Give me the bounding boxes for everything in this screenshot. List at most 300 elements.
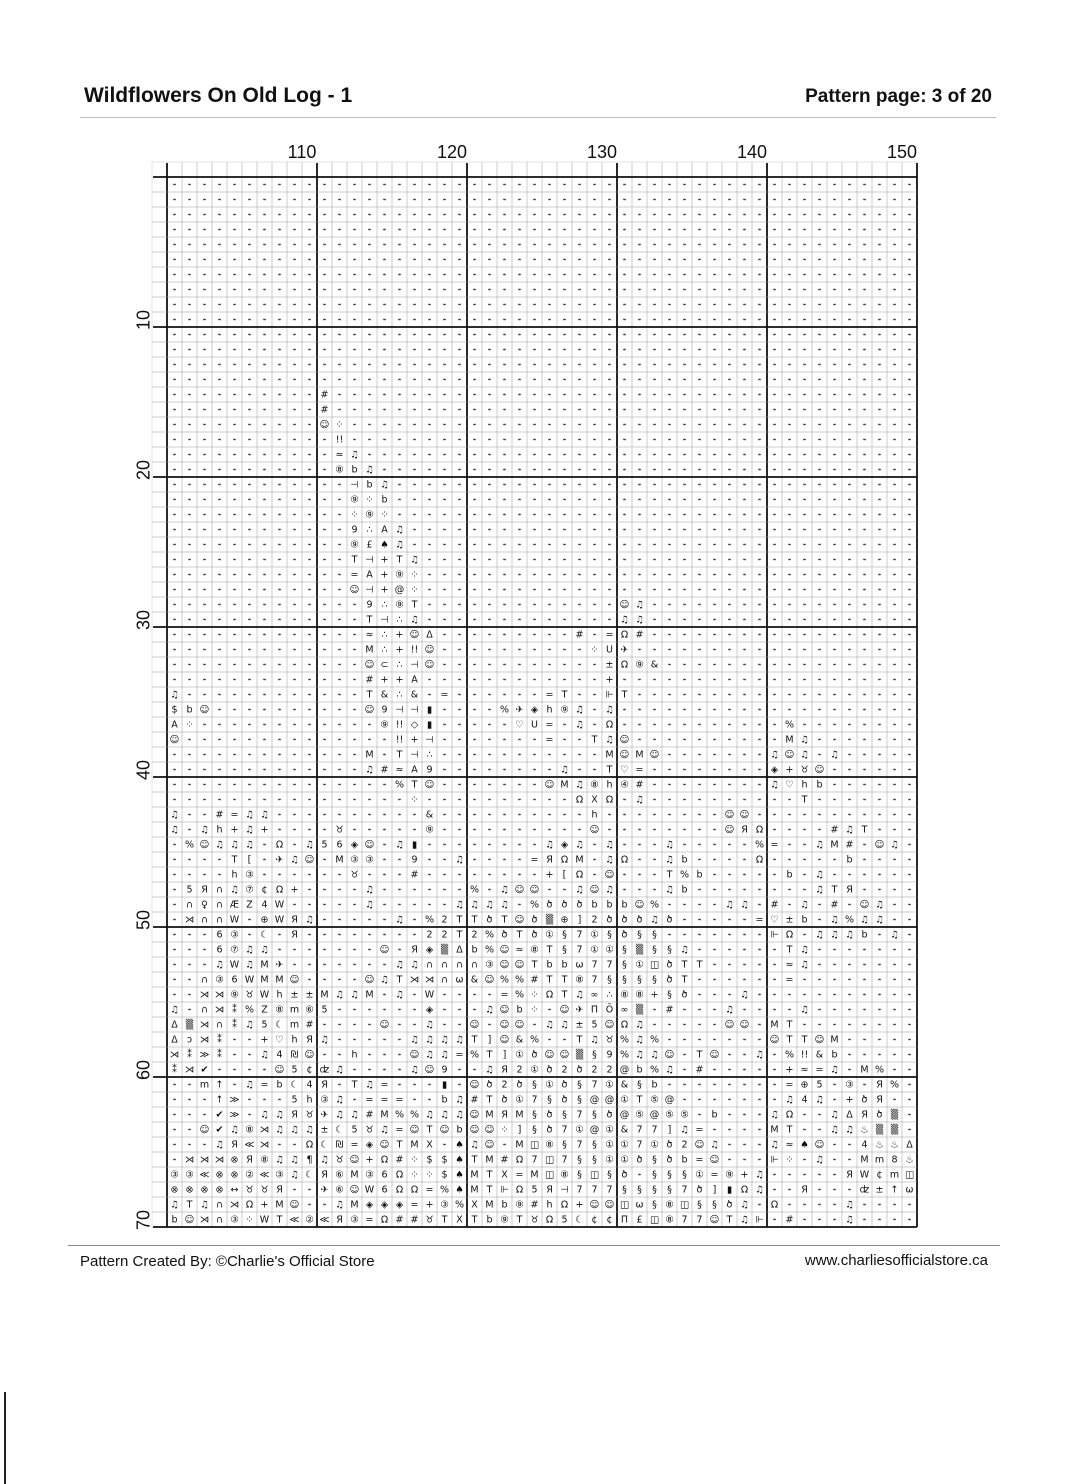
stitch-symbol: Ω [755,854,764,866]
stitch-symbol: ⑧ [635,989,644,1001]
stitch-symbol: ♫ [770,1109,779,1121]
stitch-symbol: = [365,1214,374,1226]
stitch-symbol: W [274,914,285,926]
stitch-symbol: b [276,1079,283,1091]
stitch-symbol: ♫ [785,1094,794,1106]
stitch-symbol: ♫ [440,1109,449,1121]
stitch-symbol: M [530,1169,539,1181]
stitch-symbol: ծ [561,1094,568,1106]
stitch-symbol: ⊩ [500,1184,509,1196]
stitch-symbol: ♫ [845,929,854,941]
stitch-symbol: ≈ [800,1064,809,1076]
stitch-symbol: % [514,989,525,1001]
stitch-symbol: Я [846,1169,853,1181]
stitch-symbol: ∴ [396,614,403,626]
stitch-symbol: ∞ [620,1004,629,1016]
stitch-symbol: ♫ [380,479,389,491]
stitch-symbol: ♡ [275,1034,284,1046]
stitch-symbol: T [426,1124,433,1136]
stitch-symbol: ♫ [830,914,839,926]
stitch-symbol: M [275,974,284,986]
stitch-symbol: h [546,704,553,716]
stitch-symbol: ⁘ [410,1154,419,1166]
stitch-symbol: ☺ [544,1049,555,1061]
stitch-symbol: ⋊ [169,1049,180,1061]
stitch-symbol: ♫ [365,884,374,896]
stitch-symbol: ω [905,1184,914,1196]
stitch-symbol: T [366,689,373,701]
stitch-symbol: Ω [620,854,629,866]
stitch-symbol: ⋊ [259,1139,270,1151]
stitch-symbol: ♫ [575,704,584,716]
stitch-symbol: & [380,689,389,701]
stitch-symbol: Я [876,1094,883,1106]
stitch-symbol: ծ [531,1049,538,1061]
stitch-symbol: 5 [321,839,328,851]
stitch-symbol: ♫ [170,1004,179,1016]
stitch-symbol: # [830,824,839,836]
stitch-symbol: § [532,1109,537,1121]
stitch-symbol: = [755,914,764,926]
stitch-symbol: T [786,1019,793,1031]
stitch-symbol: ♫ [545,839,554,851]
stitch-symbol: 4 [306,1079,313,1091]
stitch-symbol: ♫ [545,1019,554,1031]
stitch-symbol: ☺ [484,1139,495,1151]
stitch-symbol: ♫ [260,1109,269,1121]
stitch-symbol: ☺ [499,959,510,971]
stitch-symbol: ♫ [410,614,419,626]
stitch-symbol: % [889,1079,900,1091]
stitch-symbol: ▒ [185,1019,194,1031]
stitch-symbol: ♫ [605,854,614,866]
stitch-symbol: ծ [666,974,673,986]
stitch-symbol: ① [530,1064,539,1076]
stitch-symbol: ♫ [365,464,374,476]
stitch-symbol: 5 [591,1019,598,1031]
stitch-symbol: ⊕ [260,914,269,926]
stitch-symbol: § [622,959,627,971]
stitch-symbol: T [801,794,808,806]
stitch-symbol: + [380,569,389,581]
stitch-symbol: Ω [785,1109,794,1121]
stitch-symbol: = [455,1049,464,1061]
stitch-symbol: ♫ [470,1139,479,1151]
stitch-symbol: % [424,914,435,926]
stitch-symbol: # [410,869,419,881]
stitch-symbol: + [395,629,404,641]
stitch-symbol: 7 [606,959,613,971]
stitch-symbol: ① [620,1139,629,1151]
stitch-symbol: ծ [516,1079,523,1091]
stitch-symbol: ⑤ [665,1109,674,1121]
stitch-symbol: ♉ [530,1214,539,1226]
stitch-symbol: ③ [230,1214,239,1226]
stitch-symbol: $ [426,1154,433,1166]
stitch-symbol: ▒ [635,944,644,956]
stitch-symbol: W [274,899,285,911]
stitch-symbol: ∴ [606,989,613,1001]
stitch-symbol: ♫ [170,689,179,701]
stitch-symbol: M [485,1154,494,1166]
stitch-symbol: = [695,1154,704,1166]
stitch-symbol: 7 [651,1124,658,1136]
stitch-symbol: § [592,1154,597,1166]
stitch-symbol: ♫ [800,944,809,956]
stitch-symbol: ① [605,1139,614,1151]
stitch-symbol: M [350,1199,359,1211]
stitch-symbol: ☺ [529,884,540,896]
stitch-symbol: + [260,1034,269,1046]
stitch-symbol: ⋊ [199,1214,210,1226]
stitch-symbol: b [621,899,628,911]
stitch-symbol: § [592,1139,597,1151]
stitch-symbol: m [289,1004,300,1016]
stitch-symbol: X [456,1214,463,1226]
stitch-symbol: + [365,1154,374,1166]
stitch-symbol: ♫ [245,1019,254,1031]
stitch-symbol: ⑨ [515,1199,524,1211]
stitch-symbol: h [546,1199,553,1211]
stitch-symbol: % [469,884,480,896]
stitch-symbol: Ω [560,1199,569,1211]
stitch-symbol: 7 [576,1184,583,1196]
stitch-symbol: 7 [606,1184,613,1196]
stitch-symbol: Ω [785,929,794,941]
stitch-symbol: h [351,1049,358,1061]
stitch-symbol: % [484,944,495,956]
stitch-symbol: ⊩ [755,1214,764,1226]
stitch-symbol: ③ [350,1214,359,1226]
stitch-symbol: ♫ [260,809,269,821]
stitch-symbol: ծ [501,1094,508,1106]
stitch-symbol: ⁑ [232,1019,237,1031]
stitch-symbol: T [546,944,553,956]
stitch-symbol: # [530,974,539,986]
stitch-symbol: ③ [185,1169,194,1181]
stitch-symbol: ♫ [200,824,209,836]
stitch-symbol: ծ [696,1184,703,1196]
stitch-symbol: + [395,674,404,686]
stitch-symbol: ♫ [755,1049,764,1061]
stitch-symbol: ◈ [560,839,569,851]
stitch-symbol: ծ [621,914,628,926]
stitch-symbol: ♫ [395,839,404,851]
stitch-symbol: ♫ [800,734,809,746]
stitch-symbol: ☾ [320,1139,329,1151]
stitch-symbol: ⁘ [365,494,374,506]
stitch-symbol: ծ [486,1079,493,1091]
stitch-symbol: ☺ [619,599,630,611]
stitch-symbol: ☺ [199,839,210,851]
stitch-symbol: ♫ [170,809,179,821]
stitch-symbol: ∴ [366,524,373,536]
stitch-symbol: ↄ [186,1034,193,1046]
stitch-symbol: ⁘ [335,419,344,431]
stitch-symbol: ծ [561,899,568,911]
stitch-symbol: ¢ [876,1169,883,1181]
stitch-symbol: ▮ [411,839,418,851]
stitch-symbol: % [784,719,795,731]
stitch-symbol: 2 [591,914,598,926]
stitch-symbol: ⑦ [245,884,254,896]
stitch-symbol: ≈ [335,449,344,461]
stitch-symbol: % [439,1184,450,1196]
stitch-symbol: & [620,1079,629,1091]
stitch-symbol: % [649,1064,660,1076]
stitch-symbol: ծ [486,914,493,926]
stitch-symbol: ♫ [830,1064,839,1076]
stitch-symbol: @ [604,1094,615,1106]
stitch-symbol: ③ [230,929,239,941]
stitch-symbol: ⋊ [259,1124,270,1136]
stitch-symbol: ծ [576,899,583,911]
stitch-symbol: 7 [576,1139,583,1151]
stitch-symbol: ¢ [306,1064,313,1076]
stitch-symbol: T [696,1049,703,1061]
stitch-symbol: Ō [605,1004,614,1016]
stitch-symbol: 7 [591,1184,598,1196]
stitch-symbol: ♫ [635,1019,644,1031]
stitch-symbol: ① [590,929,599,941]
stitch-symbol: M [410,1139,419,1151]
stitch-symbol: ♫ [725,899,734,911]
stitch-symbol: ⁘ [410,1169,419,1181]
stitch-symbol: 5 [816,1079,823,1091]
stitch-symbol: ⑨ [350,539,359,551]
stitch-symbol: T [411,599,418,611]
stitch-symbol: § [532,1124,537,1136]
stitch-symbol: % [619,1049,630,1061]
stitch-symbol: W [244,974,255,986]
stitch-symbol: ☺ [499,1019,510,1031]
stitch-symbol: ∩ [216,1199,223,1211]
stitch-symbol: ≫ [199,1049,210,1061]
stitch-symbol: & [515,1034,524,1046]
stitch-symbol: ☺ [349,584,360,596]
stitch-symbol: [ [562,869,567,881]
stitch-symbol: b [471,944,478,956]
stitch-symbol: + [425,1199,434,1211]
stitch-symbol: § [667,989,672,1001]
stitch-symbol: ♉ [305,1109,314,1121]
stitch-symbol: + [785,1064,794,1076]
stitch-symbol: ♫ [800,1004,809,1016]
stitch-symbol: ☾ [335,1124,344,1136]
stitch-symbol: 2 [561,1064,568,1076]
stitch-symbol: ⑧ [620,989,629,1001]
stitch-symbol: ] [577,914,582,926]
stitch-symbol: ♫ [815,1094,824,1106]
stitch-symbol: T [186,1199,193,1211]
stitch-symbol: Ω [575,869,584,881]
stitch-symbol: ☺ [199,1124,210,1136]
stitch-symbol: # [365,674,374,686]
page-indicator: Pattern page: 3 of 20 [805,86,992,107]
stitch-symbol: ☺ [274,1064,285,1076]
stitch-symbol: Я [861,1109,868,1121]
stitch-symbol: ♫ [845,1199,854,1211]
stitch-symbol: ⊗ [230,1169,239,1181]
stitch-symbol: ♫ [335,1109,344,1121]
stitch-symbol: ⑨ [560,704,569,716]
stitch-symbol: ♫ [755,1169,764,1181]
stitch-symbol: ∩ [441,959,448,971]
stitch-symbol: b [861,929,868,941]
stitch-symbol: ☺ [184,1214,195,1226]
stitch-symbol: b [591,899,598,911]
stitch-symbol: ♫ [395,539,404,551]
stitch-symbol: 9 [366,599,373,611]
stitch-symbol: ∩ [216,884,223,896]
stitch-symbol: 5 [291,1094,298,1106]
stitch-symbol: ♫ [170,824,179,836]
stitch-symbol: b [516,1004,523,1016]
stitch-symbol: 2 [591,1064,598,1076]
stitch-symbol: M [860,1064,869,1076]
footer-divider [68,1245,1000,1246]
stitch-symbol: ∩ [216,1019,223,1031]
stitch-symbol: ♫ [440,1034,449,1046]
stitch-symbol: ♫ [335,1064,344,1076]
stitch-symbol: % [469,1049,480,1061]
stitch-symbol: M [260,974,269,986]
stitch-symbol: 7 [591,974,598,986]
stitch-symbol: T [471,1034,478,1046]
stitch-symbol: 9 [381,704,388,716]
stitch-symbol: § [667,944,672,956]
stitch-symbol: b [606,899,613,911]
column-label: 120 [436,142,468,162]
stitch-symbol: & [650,659,659,671]
stitch-symbol: ♫ [380,974,389,986]
stitch-symbol: 7 [591,959,598,971]
stitch-symbol: ⁘ [530,1004,539,1016]
stitch-symbol: ♫ [605,884,614,896]
stitch-symbol: 2 [441,929,448,941]
stitch-symbol: T [831,884,838,896]
stitch-symbol: M [830,1034,839,1046]
stitch-symbol: $ [171,704,178,716]
stitch-symbol: ♫ [500,899,509,911]
stitch-symbol: ☺ [379,944,390,956]
stitch-symbol: M [365,644,374,656]
stitch-symbol: ⋊ [184,1154,195,1166]
stitch-symbol: % [454,1199,465,1211]
stitch-symbol: ☺ [619,734,630,746]
stitch-symbol: @ [619,1064,630,1076]
stitch-symbol: 5 [291,1064,298,1076]
stitch-symbol: ♫ [575,839,584,851]
stitch-symbol: ⊂ [380,659,389,671]
stitch-symbol: ծ [606,1109,613,1121]
stitch-symbol: ⁑ [217,1049,222,1061]
stitch-symbol: ♫ [875,899,884,911]
stitch-symbol: ⑧ [590,779,599,791]
stitch-symbol: % [184,839,195,851]
stitch-symbol: # [320,389,329,401]
stitch-symbol: = [395,1124,404,1136]
stitch-symbol: ♫ [335,989,344,1001]
stitch-symbol: = [230,809,239,821]
stitch-symbol: # [470,1094,479,1106]
stitch-symbol: % [394,1109,405,1121]
stitch-symbol: 6 [381,1169,388,1181]
stitch-symbol: § [682,1169,687,1181]
stitch-symbol: ♫ [245,1079,254,1091]
stitch-symbol: ♨ [860,1124,869,1136]
stitch-symbol: ⋊ [214,1154,225,1166]
stitch-symbol: ♫ [635,614,644,626]
stitch-symbol: @ [394,584,405,596]
stitch-symbol: + [230,824,239,836]
stitch-symbol: ☺ [724,809,735,821]
stitch-symbol: ♫ [830,1124,839,1136]
stitch-symbol: ⊣ [395,704,404,716]
stitch-symbol: § [547,1094,552,1106]
stitch-symbol: ♠ [455,1154,464,1166]
stitch-symbol: ♫ [290,1169,299,1181]
stitch-symbol: ∩ [471,959,478,971]
stitch-symbol: ♠ [455,1139,464,1151]
stitch-symbol: !! [410,644,419,656]
footer-credit: Pattern Created By: ©Charlie's Official Store [80,1253,375,1270]
stitch-symbol: ♨ [890,1139,899,1151]
stitch-symbol: T [486,1169,493,1181]
stitch-symbol: T [591,734,598,746]
stitch-symbol: ⊩ [770,1154,779,1166]
stitch-symbol: # [320,404,329,416]
stitch-symbol: # [395,1214,404,1226]
stitch-symbol: ⁘ [185,719,194,731]
stitch-symbol: ♫ [740,899,749,911]
stitch-symbol: M [635,749,644,761]
stitch-symbol: ♫ [455,1034,464,1046]
stitch-symbol: ▮ [426,704,433,716]
stitch-symbol: ◫ [530,1139,539,1151]
stitch-symbol: !! [395,719,404,731]
stitch-symbol: T [276,1214,283,1226]
stitch-symbol: ♠ [455,1169,464,1181]
stitch-symbol: ✈ [320,1109,329,1121]
stitch-symbol: M [860,1154,869,1166]
stitch-symbol: Π [590,1004,599,1016]
stitch-symbol: ◫ [545,1154,554,1166]
stitch-symbol: b [786,869,793,881]
stitch-symbol: b [456,1124,463,1136]
stitch-symbol: % [679,869,690,881]
stitch-symbol: A [381,524,388,536]
stitch-symbol: ♫ [770,749,779,761]
stitch-symbol: ☺ [514,1019,525,1031]
stitch-symbol: Δ [171,1019,178,1031]
stitch-symbol: ♫ [305,914,314,926]
stitch-symbol: 7 [561,1154,568,1166]
stitch-symbol: ☺ [604,1199,615,1211]
stitch-symbol: ♫ [230,839,239,851]
stitch-symbol: T [681,959,688,971]
stitch-symbol: ] [667,1124,672,1136]
stitch-symbol: % [514,974,525,986]
stitch-symbol: ₪ [335,1139,344,1151]
stitch-symbol: ♫ [485,899,494,911]
stitch-symbol: m [874,1154,885,1166]
stitch-symbol: ♫ [560,1019,569,1031]
stitch-symbol: # [635,779,644,791]
stitch-symbol: T [396,749,403,761]
stitch-symbol: M [470,1169,479,1181]
stitch-symbol: M [605,749,614,761]
